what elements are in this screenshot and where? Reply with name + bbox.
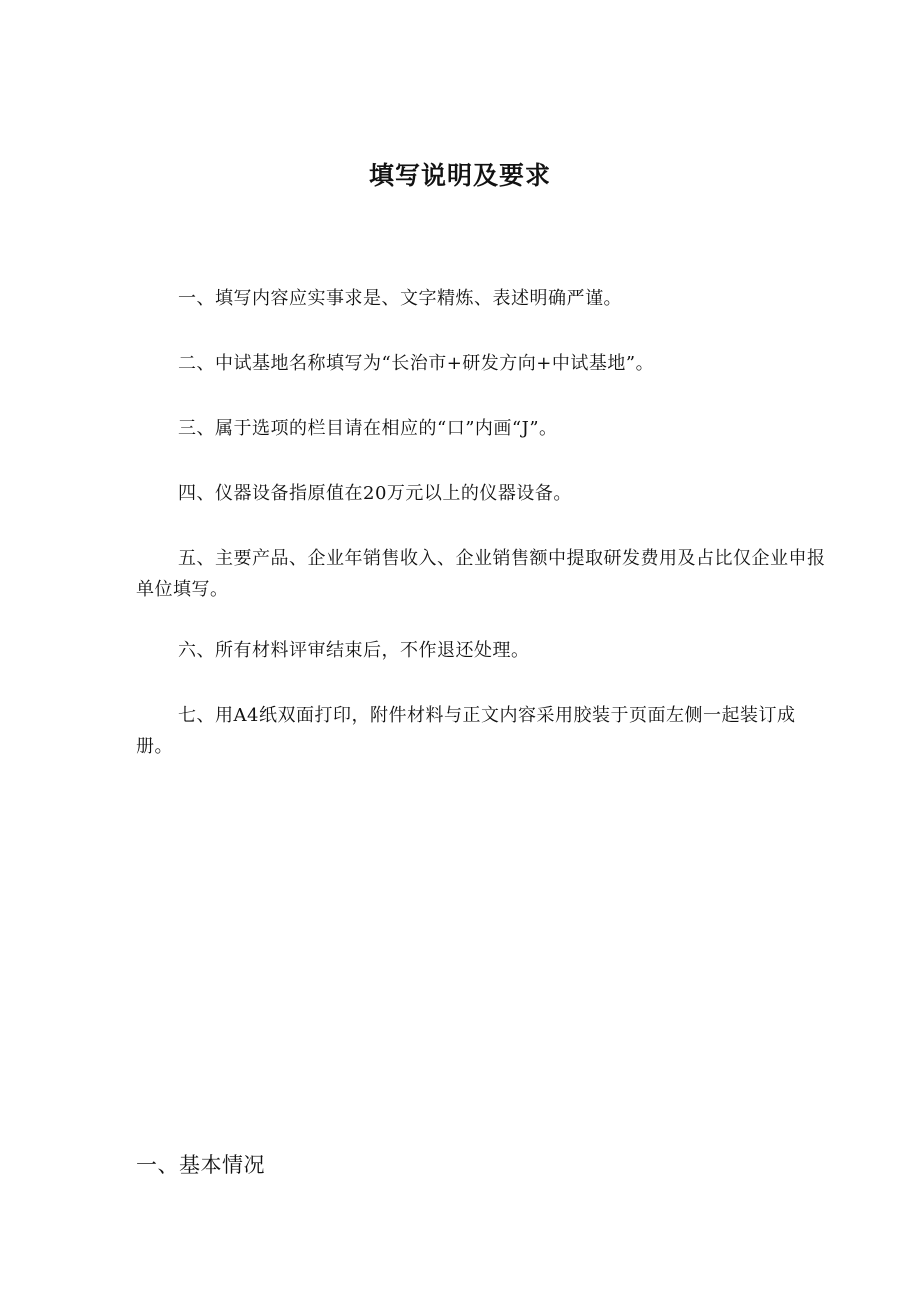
instruction-list [136,283,826,792]
instruction-item-4: 四、仪器设备指原值在20万元以上的仪器设备。 [178,483,572,504]
instruction-item-1: 一、填写内容应实事求是、文字精炼、表述明确严谨。 [178,288,622,309]
instruction-item-6: 六、所有材料评审结束后，不作退还处理。 [178,640,530,661]
instruction-item-2: 二、中试基地名称填写为“长治市+研发方向+中试基地”。 [178,353,655,374]
page-title: 填写说明及要求 [368,161,551,190]
instruction-item-5: 五、主要产品、企业年销售收入、企业销售额中提取研发费用及占比仅企业申报单位填写。 [136,548,826,600]
instruction-item-7: 七、用A4纸双面打印，附件材料与正文内容采用胶装于页面左侧一起装订成册。 [136,705,796,757]
section-heading-basic-info: 一、基本情况 [136,1153,265,1177]
instruction-item-3: 三、属于选项的栏目请在相应的“口”内画“J”。 [178,418,558,439]
